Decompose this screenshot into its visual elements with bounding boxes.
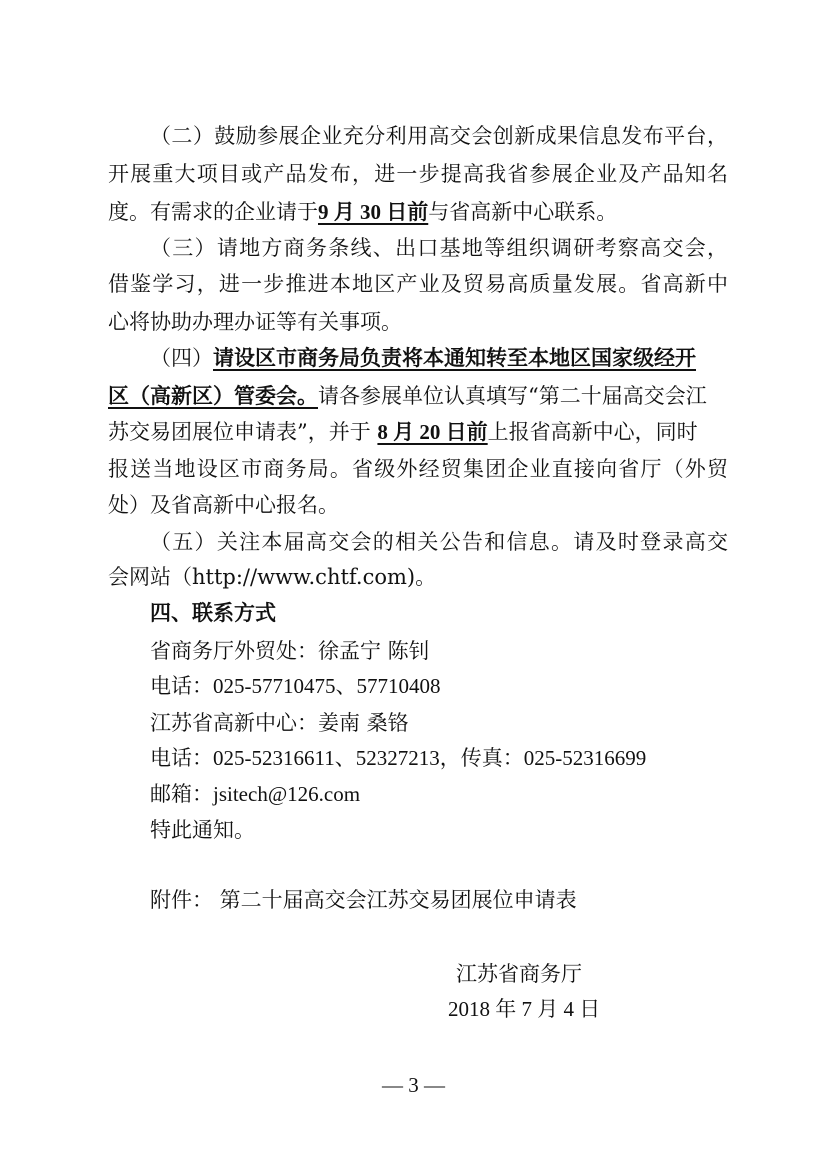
- para4-emphasis-2: 区（高新区）管委会。: [108, 383, 318, 408]
- para5-line1: （五）关注本届高交会的相关公告和信息。请及时登录高交: [150, 530, 728, 554]
- para4-line3: [108, 419, 728, 445]
- para4-line4: 报送当地设区市商务局。省级外经贸集团企业直接向省厅（外贸: [108, 457, 728, 481]
- contact-phone-fax: 电话：025-52316611、52327213，传真：025-52316699: [150, 746, 647, 770]
- para4-text-3: 上报省高新中心，同时: [487, 420, 698, 444]
- section-heading: 四、联系方式: [150, 600, 276, 625]
- para2-line2: 开展重大项目或产品发布，进一步提高我省参展企业及产品知名: [108, 162, 728, 186]
- deadline-aug20: 8 月 20 日前: [377, 420, 488, 444]
- para2-line3: [108, 199, 728, 225]
- contact-email: 邮箱：jsitech@126.com: [150, 782, 361, 806]
- para2-line1: （二）鼓励参展企业充分利用高交会创新成果信息发布平台，: [150, 124, 728, 148]
- contact-phone-1: 电话：025-57710475、57710408: [150, 674, 441, 698]
- para4-emphasis-1: 请设区市商务局负责将本通知转至本地区国家级经开: [213, 345, 696, 370]
- deadline-sep30: 9 月 30 日前: [318, 200, 429, 224]
- para2-text-tail: 与省高新中心联系。: [428, 200, 618, 224]
- signature-date: 2018 年 7 月 4 日: [448, 997, 601, 1021]
- para4-text: 请各参展单位认真填写“第二十届高交会江: [318, 384, 707, 408]
- signature-org: 江苏省商务厅: [456, 962, 582, 986]
- para4-prefix: （四）: [150, 346, 213, 370]
- closing-text: 特此通知。: [150, 818, 255, 842]
- contact-dept: 省商务厅外贸处：徐孟宁 陈钊: [150, 639, 430, 663]
- para4-line2: [108, 383, 728, 409]
- contact-center: 江苏省高新中心：姜南 桑铬: [150, 711, 409, 735]
- para5-line2: 会网站（http://www.chtf.com)。: [108, 565, 437, 589]
- para3-line2: 借鉴学习，进一步推进本地区产业及贸易高质量发展。省高新中: [108, 272, 728, 296]
- para2-text: 度。有需求的企业请于: [108, 200, 318, 224]
- page-number: — 3 —: [382, 1073, 445, 1097]
- para4-line1: [150, 345, 728, 371]
- attachment-line: 附件： 第二十届高交会江苏交易团展位申请表: [150, 888, 577, 912]
- para4-text-2: 苏交易团展位申请表”，并于: [108, 420, 378, 444]
- para3-line1: （三）请地方商务条线、出口基地等组织调研考察高交会，: [150, 236, 728, 260]
- para4-line5: 处）及省高新中心报名。: [108, 493, 339, 517]
- para3-line3: 心将协助办理办证等有关事项。: [108, 310, 402, 334]
